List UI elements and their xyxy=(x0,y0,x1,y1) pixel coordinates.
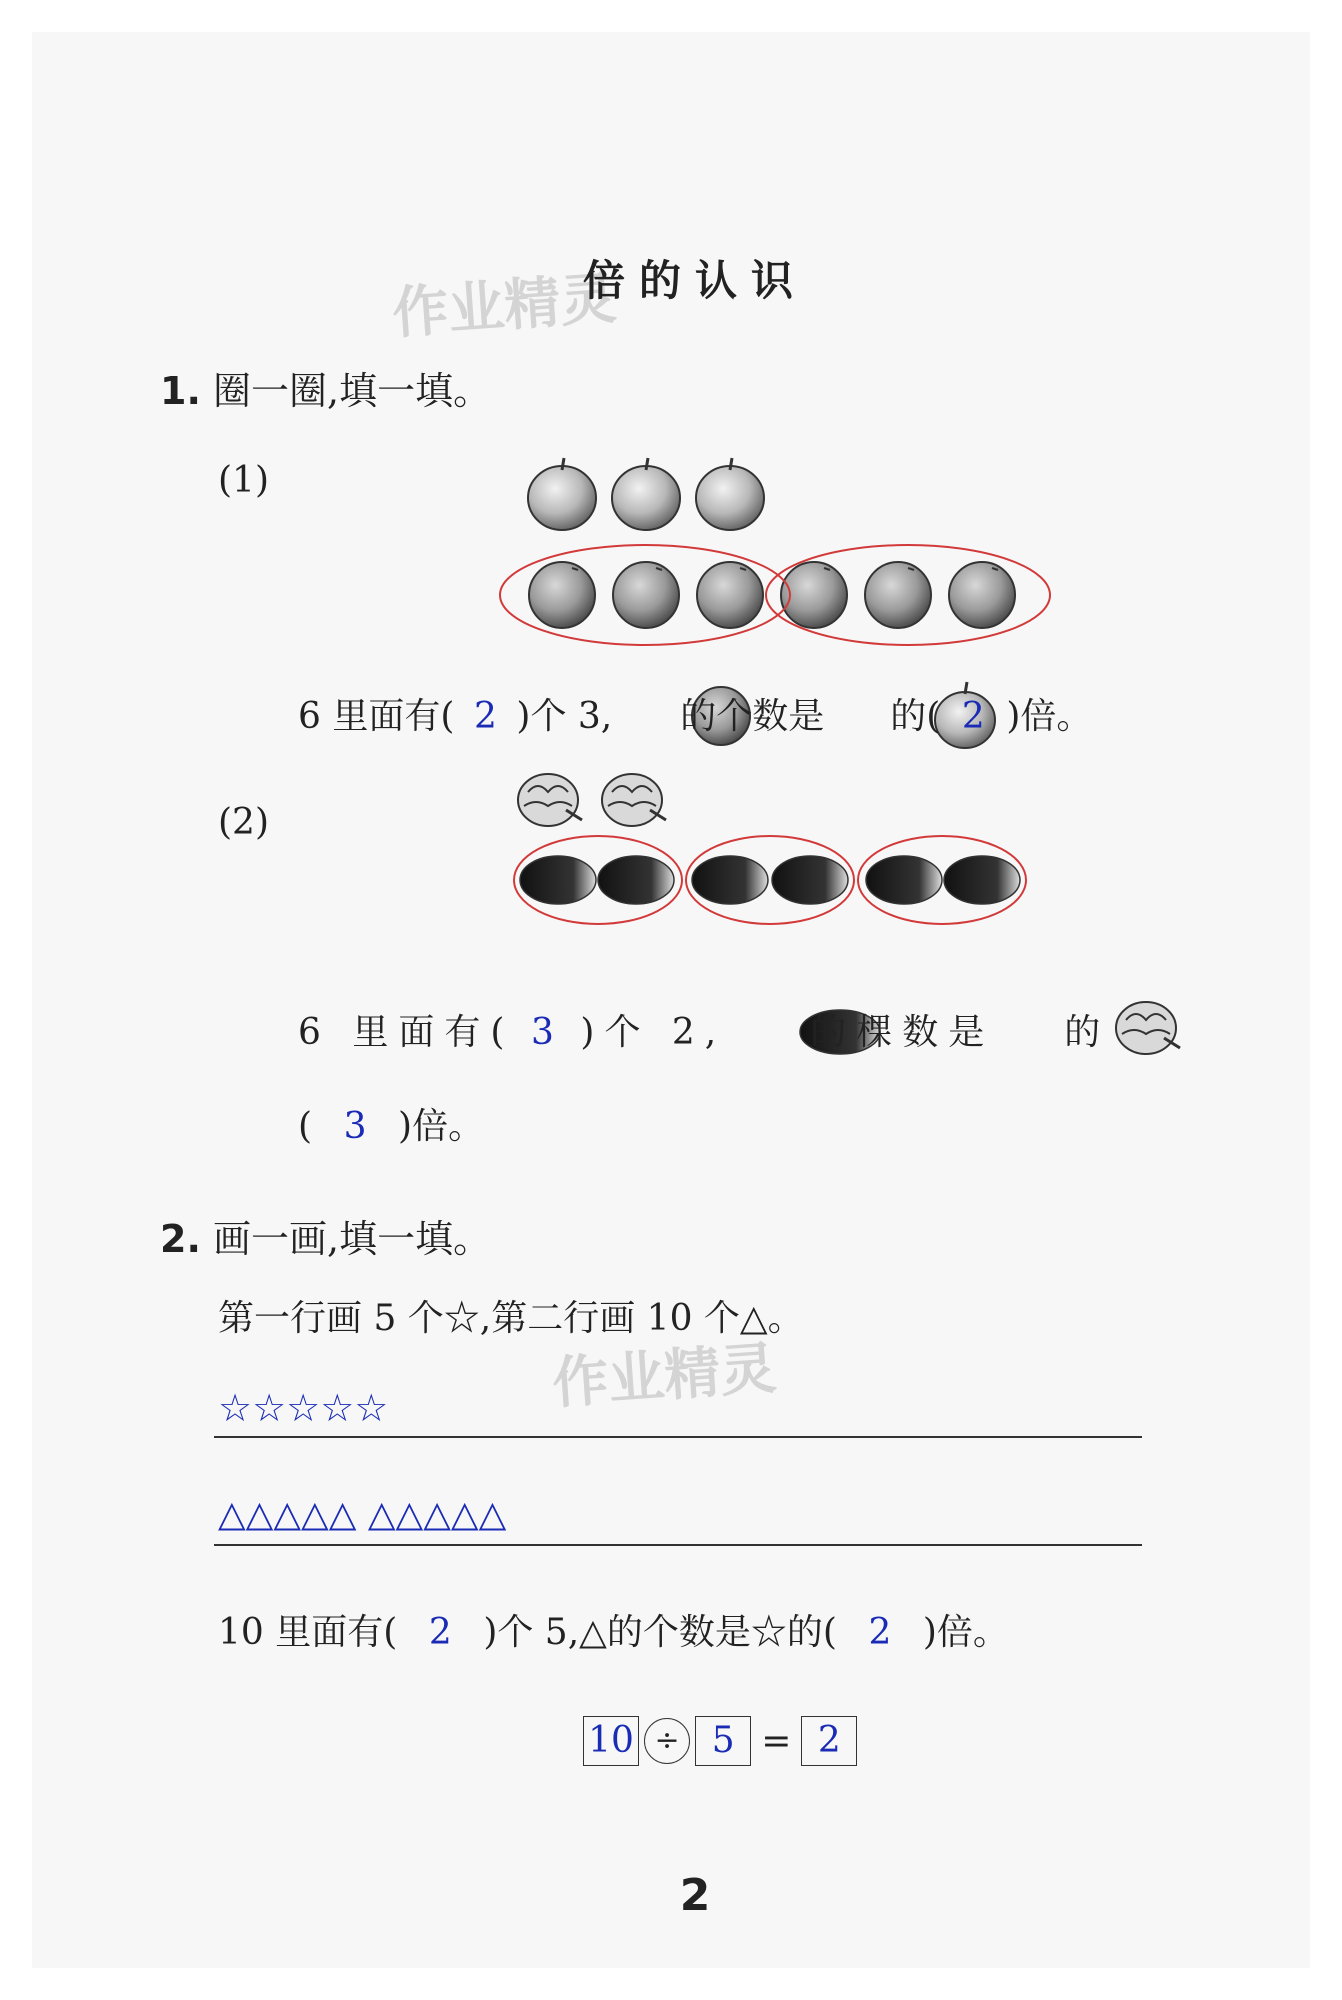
answer-field[interactable]: 2 xyxy=(961,696,985,737)
equation-box[interactable]: 10 xyxy=(583,1716,639,1766)
page-title: 倍的认识 xyxy=(582,256,807,305)
chinese-cabbage-icon xyxy=(520,856,596,904)
question-number: 2. xyxy=(160,1217,201,1261)
drawn-stars-row: ☆☆☆☆☆ xyxy=(218,1386,389,1430)
line-text: )倍。 xyxy=(1006,696,1093,737)
apple-icon xyxy=(612,458,680,530)
line-text: 10 里面有( xyxy=(218,1612,398,1653)
drawn-triangles-row: △△△△△ △△△△△ xyxy=(218,1494,507,1535)
equation-box[interactable]: 5 xyxy=(695,1716,751,1766)
line-text: 6 里面有( xyxy=(298,696,455,737)
chinese-cabbage-icon xyxy=(772,856,848,904)
answer-line-3 xyxy=(218,1604,1009,1655)
line-text: )个 5,△的个数是☆的( xyxy=(483,1612,837,1653)
chinese-cabbage-icon xyxy=(866,856,942,904)
chinese-cabbage-icon xyxy=(692,856,768,904)
answer-line-1 xyxy=(298,688,1092,739)
orange-icon xyxy=(529,562,595,628)
question-text: 圈一圈,填一填。 xyxy=(212,369,492,413)
apple-icon xyxy=(696,458,764,530)
orange-icon xyxy=(697,562,763,628)
watermark: 作业精灵 xyxy=(550,1336,779,1417)
operator-circle[interactable]: ÷ xyxy=(644,1718,690,1764)
orange-icon xyxy=(949,562,1015,628)
orange-icon xyxy=(613,562,679,628)
cabbage-icon xyxy=(602,774,666,826)
orange-icon xyxy=(865,562,931,628)
answer-line-rule xyxy=(214,1436,1142,1438)
line-text: 的( xyxy=(890,696,941,737)
answer-field[interactable]: 3 xyxy=(530,1012,564,1053)
question-2 xyxy=(160,1208,491,1263)
apple-icon xyxy=(528,458,596,530)
watermark: 作业精灵 xyxy=(390,266,619,347)
answer-field[interactable]: 2 xyxy=(868,1612,892,1653)
line-text: 的棵数是 xyxy=(810,1012,995,1053)
answer-field[interactable]: 2 xyxy=(473,696,497,737)
answer-line-rule xyxy=(214,1544,1142,1546)
equation xyxy=(583,1716,857,1766)
instruction: 第一行画 5 个☆,第二行画 10 个△。 xyxy=(218,1298,804,1339)
sub-question-label: (1) xyxy=(218,460,269,501)
line-text: 6 里面有( xyxy=(298,1012,515,1053)
answer-line-2a xyxy=(298,1004,1110,1055)
equation-box[interactable]: 2 xyxy=(801,1716,857,1766)
line-text: )个 2, xyxy=(580,1012,727,1053)
chinese-cabbage-icon xyxy=(598,856,674,904)
cabbage-icon xyxy=(1116,1002,1180,1054)
answer-field[interactable]: 2 xyxy=(428,1612,452,1653)
equals-sign: = xyxy=(761,1720,792,1762)
question-number: 1. xyxy=(160,369,201,413)
line-text: ( xyxy=(298,1106,313,1147)
cabbage-icon xyxy=(518,774,582,826)
line-text: )倍。 xyxy=(922,1612,1009,1653)
chinese-cabbage-icon xyxy=(944,856,1020,904)
answer-field[interactable]: 3 xyxy=(343,1106,367,1147)
line-text: 的个数是 xyxy=(680,696,825,737)
line-text: )个 3, xyxy=(516,696,613,737)
line-text: )倍。 xyxy=(398,1106,485,1147)
answer-line-2b xyxy=(298,1098,484,1149)
page-number: 2 xyxy=(679,1870,711,1921)
question-text: 画一画,填一填。 xyxy=(212,1217,492,1261)
sub-question-label: (2) xyxy=(218,802,269,843)
line-text: 的 xyxy=(1064,1012,1111,1053)
